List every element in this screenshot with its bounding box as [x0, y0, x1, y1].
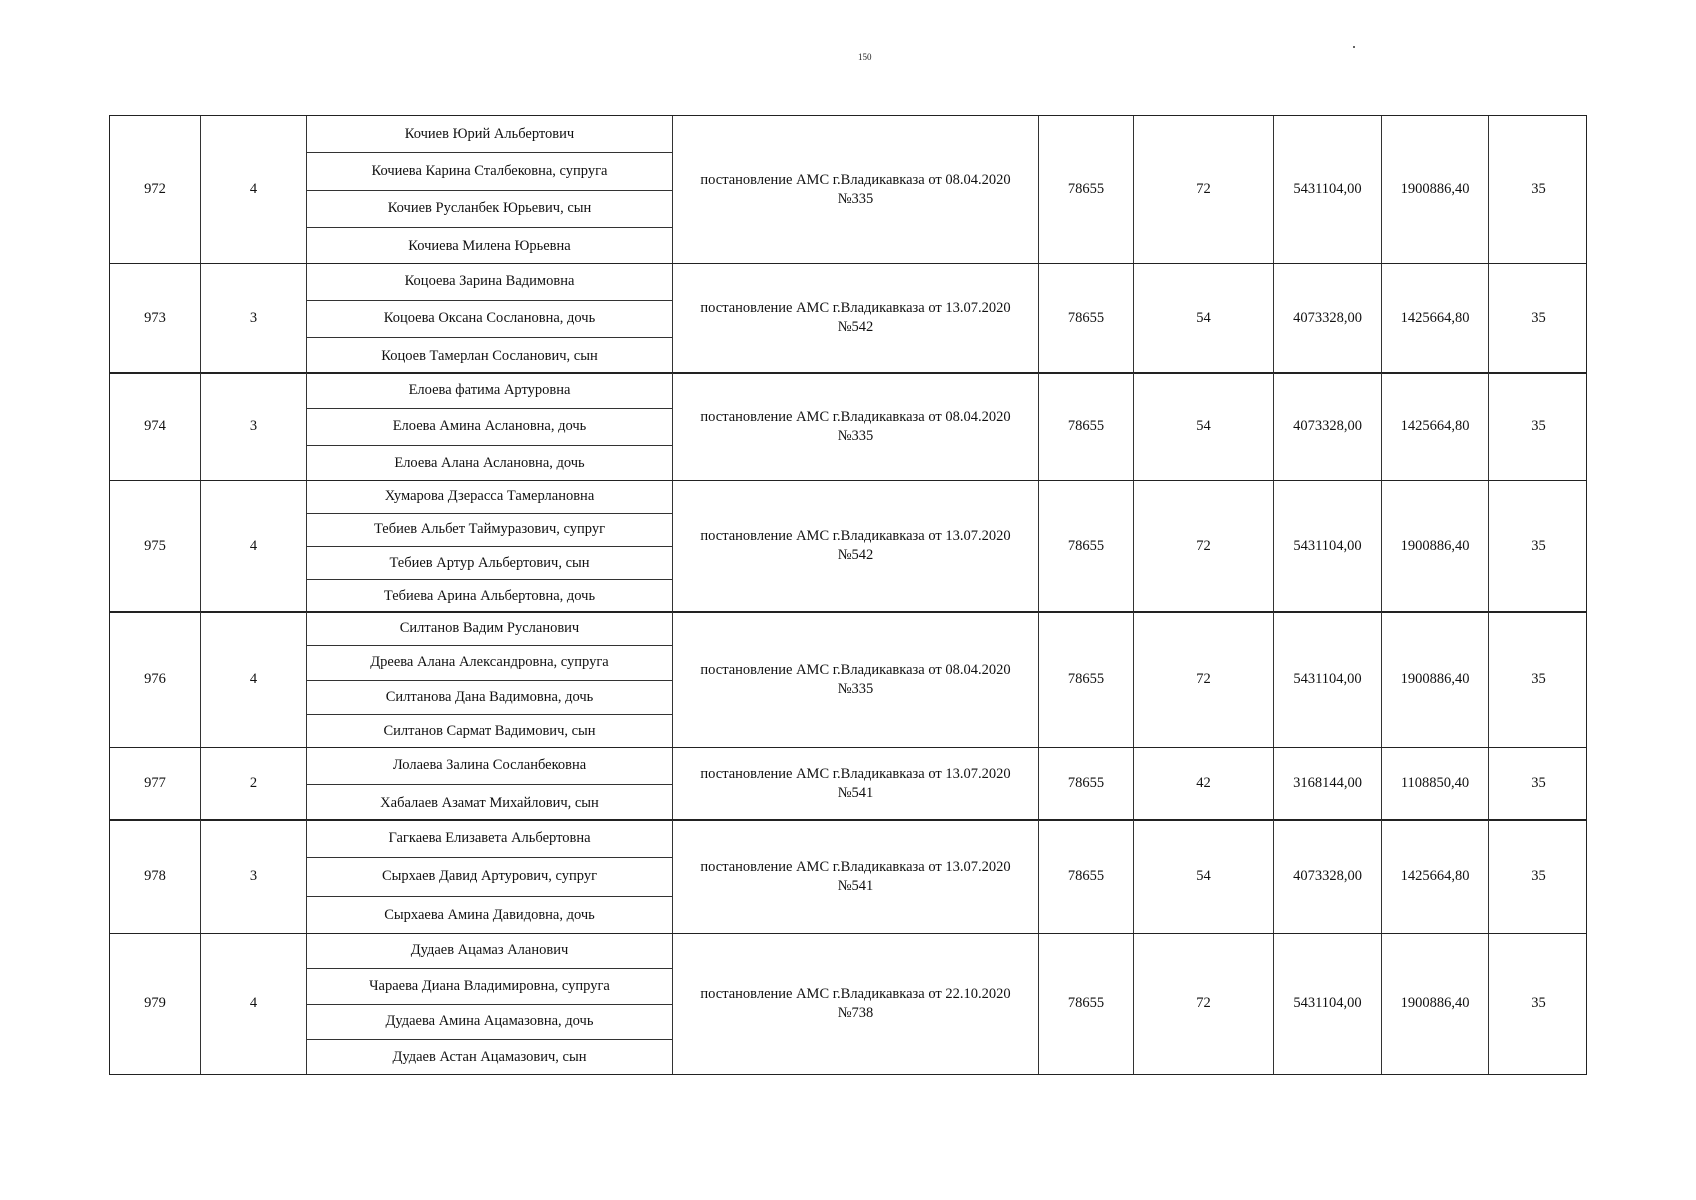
- family-member-name: Тебиев Артур Альбертович, сын: [307, 547, 672, 580]
- price-per-sqm: 78655: [1038, 612, 1133, 747]
- area-sqm: 72: [1133, 481, 1273, 612]
- decree-title: постановление АМС г.Владикавказа от 22.10.2020: [700, 985, 1011, 1002]
- family-size: 3: [200, 373, 306, 480]
- table-row: [109, 263, 1587, 374]
- decree-title: постановление АМС г.Владикавказа от 08.04.2020: [700, 408, 1011, 425]
- decree-title: постановление АМС г.Владикавказа от 08.04.2020: [700, 171, 1011, 188]
- family-members: [306, 264, 672, 373]
- family-member-name: Силтанова Дана Вадимовна, дочь: [307, 681, 672, 715]
- area-sqm: 72: [1133, 934, 1273, 1074]
- decree-title: постановление АМС г.Владикавказа от 08.04.2020: [700, 661, 1011, 678]
- record-number: 972: [144, 181, 166, 197]
- subsidy-percent: 35: [1488, 748, 1588, 820]
- decree-text: [700, 661, 1010, 699]
- subsidy-amount: 1425664,80: [1381, 373, 1488, 480]
- family-member-name: Коцоева Оксана Сослановна, дочь: [307, 301, 672, 338]
- subsidy-percent: 35: [1488, 116, 1588, 263]
- page-number: 150: [858, 52, 872, 62]
- price-per-sqm: 78655: [1038, 264, 1133, 373]
- family-size: 4: [200, 481, 306, 612]
- family-size: 4: [200, 612, 306, 747]
- subsidy-amount: 1900886,40: [1381, 481, 1488, 612]
- housing-cost: 4073328,00: [1273, 264, 1381, 373]
- family-member-name: Дудаев Астан Ацамазович, сын: [392, 1049, 587, 1066]
- decree-text: [700, 985, 1010, 1023]
- decree-text: [700, 858, 1010, 896]
- table-row: [109, 372, 1587, 481]
- price-per-sqm: 78655: [1038, 820, 1133, 933]
- family-member-name: Чараева Диана Владимировна, супруга: [307, 969, 672, 1005]
- decree-title: постановление АМС г.Владикавказа от 13.07.2020: [700, 528, 1011, 544]
- family-member-name: Силтанов Вадим Русланович: [307, 612, 672, 646]
- decree-reference: [672, 934, 1038, 1074]
- decree-number: №541: [837, 784, 874, 801]
- housing-cost: 5431104,00: [1273, 612, 1381, 747]
- record-number: 978: [144, 868, 166, 884]
- record-number: 974: [144, 418, 166, 434]
- decree-reference: [672, 481, 1038, 612]
- price-per-sqm: 78655: [1038, 934, 1133, 1074]
- area-sqm: 72: [1133, 612, 1273, 747]
- area-sqm: 54: [1133, 264, 1273, 373]
- family-member-name: Лолаева Залина Сосланбековна: [307, 748, 672, 785]
- family-member-name: Кочиев Юрий Альбертович: [307, 116, 672, 153]
- subsidy-amount: 1900886,40: [1381, 934, 1488, 1074]
- table-row: [109, 933, 1587, 1075]
- decree-number: №738: [837, 1004, 874, 1021]
- decree-number: №542: [837, 547, 874, 563]
- family-members: [306, 612, 672, 747]
- price-per-sqm: 78655: [1038, 116, 1133, 263]
- family-member-name: Дреева Алана Александровна, супруга: [307, 646, 672, 680]
- family-size: 3: [200, 264, 306, 373]
- decree-number: №335: [837, 427, 874, 444]
- decree-text: [700, 171, 1010, 209]
- housing-cost: 4073328,00: [1273, 820, 1381, 933]
- decree-title: постановление АМС г.Владикавказа от 13.07.2020: [700, 858, 1011, 875]
- family-member-name: Сырхаев Давид Артурович, супруг: [307, 858, 672, 896]
- subsidy-percent: 35: [1488, 612, 1588, 747]
- decree-title: постановление АМС г.Владикавказа от 13.07.2020: [700, 765, 1011, 782]
- decree-text: [700, 527, 1010, 565]
- housing-cost: 5431104,00: [1273, 934, 1381, 1074]
- family-member-name: Елоева Алана Аслановна, дочь: [394, 455, 585, 472]
- decree-title: постановление АМС г.Владикавказа от 13.07.2020: [700, 300, 1011, 316]
- decree-reference: [672, 264, 1038, 373]
- decree-reference: [672, 820, 1038, 933]
- area-sqm: 42: [1133, 748, 1273, 820]
- family-member-name: Коцоева Зарина Вадимовна: [307, 264, 672, 301]
- subsidy-percent: 35: [1488, 373, 1588, 480]
- family-member-name: Хумарова Дзерасса Тамерлановна: [307, 481, 672, 514]
- subsidy-amount: 1425664,80: [1381, 264, 1488, 373]
- family-member-name: Гагкаева Елизавета Альбертовна: [307, 820, 672, 858]
- family-members: [306, 820, 672, 933]
- area-sqm: 54: [1133, 373, 1273, 480]
- decree-number: №542: [837, 319, 874, 335]
- subsidy-percent: 35: [1488, 481, 1588, 612]
- family-member-name: Елоева Амина Аслановна, дочь: [307, 409, 672, 445]
- price-per-sqm: 78655: [1038, 481, 1133, 612]
- family-member-name: Тебиев Альбет Таймуразович, супруг: [307, 514, 672, 547]
- table-row: [109, 747, 1587, 821]
- family-member-name: Кочиева Карина Сталбековна, супруга: [307, 153, 672, 190]
- decree-text: [700, 299, 1010, 337]
- registry-table: [109, 115, 1587, 1085]
- area-sqm: 54: [1133, 820, 1273, 933]
- family-size: 2: [200, 748, 306, 820]
- record-number: 977: [144, 775, 166, 791]
- family-member-name: Сырхаева Амина Давидовна, дочь: [384, 907, 595, 924]
- housing-cost: 5431104,00: [1273, 481, 1381, 612]
- decree-number: №335: [837, 190, 874, 207]
- subsidy-percent: 35: [1488, 934, 1588, 1074]
- family-member-name: Дудаев Ацамаз Аланович: [307, 934, 672, 970]
- family-members: [306, 116, 672, 263]
- decree-reference: [672, 612, 1038, 747]
- table-row: [109, 480, 1587, 613]
- decree-reference: [672, 116, 1038, 263]
- table-row: [109, 115, 1587, 264]
- housing-cost: 3168144,00: [1273, 748, 1381, 820]
- subsidy-amount: 1108850,40: [1381, 748, 1488, 820]
- family-member-name: Дудаева Амина Ацамазовна, дочь: [307, 1005, 672, 1041]
- family-members: [306, 373, 672, 480]
- table-row: [109, 819, 1587, 934]
- decree-number: №541: [837, 877, 874, 894]
- record-number: 979: [144, 995, 166, 1011]
- family-size: 4: [200, 116, 306, 263]
- decree-text: [700, 765, 1010, 803]
- subsidy-amount: 1900886,40: [1381, 612, 1488, 747]
- decree-text: [700, 408, 1010, 446]
- area-sqm: 72: [1133, 116, 1273, 263]
- decree-reference: [672, 373, 1038, 480]
- family-member-name: Коцоев Тамерлан Сосланович, сын: [381, 347, 598, 364]
- family-member-name: Силтанов Сармат Вадимович, сын: [383, 723, 596, 740]
- family-member-name: Хабалаев Азамат Михайлович, сын: [380, 794, 599, 811]
- housing-cost: 5431104,00: [1273, 116, 1381, 263]
- family-size: 3: [200, 820, 306, 933]
- decree-reference: [672, 748, 1038, 820]
- subsidy-amount: 1900886,40: [1381, 116, 1488, 263]
- family-member-name: Елоева фатима Артуровна: [307, 373, 672, 409]
- family-member-name: Кочиева Милена Юрьевна: [408, 237, 571, 254]
- housing-cost: 4073328,00: [1273, 373, 1381, 480]
- price-per-sqm: 78655: [1038, 748, 1133, 820]
- record-number: 976: [144, 671, 166, 687]
- record-number: 973: [144, 309, 166, 326]
- family-members: [306, 481, 672, 612]
- price-per-sqm: 78655: [1038, 373, 1133, 480]
- record-number: 975: [144, 537, 166, 554]
- subsidy-percent: 35: [1488, 264, 1588, 373]
- decree-number: №335: [837, 680, 874, 697]
- subsidy-amount: 1425664,80: [1381, 820, 1488, 933]
- scan-speck: [1353, 46, 1355, 48]
- family-members: [306, 934, 672, 1074]
- subsidy-percent: 35: [1488, 820, 1588, 933]
- family-member-name: Кочиев Русланбек Юрьевич, сын: [307, 191, 672, 228]
- family-members: [306, 748, 672, 820]
- family-size: 4: [200, 934, 306, 1074]
- table-row: [109, 611, 1587, 748]
- family-member-name: Тебиева Арина Альбертовна, дочь: [383, 588, 596, 605]
